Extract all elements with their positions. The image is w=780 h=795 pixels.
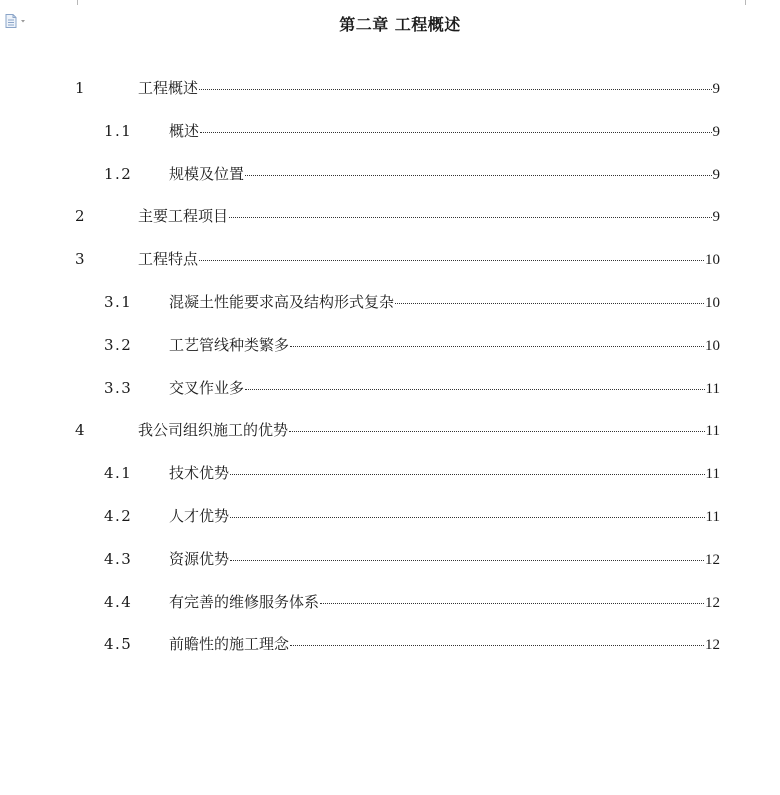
toc-entry-number: 2 [75,207,87,225]
toc-entry-title[interactable]: 工艺管线种类繁多 [169,336,290,354]
toc-dot-leader [200,132,711,133]
toc-entry-line [169,377,720,400]
toc-dot-leader [230,560,704,561]
toc-entry-title[interactable]: 工程概述 [138,79,199,97]
toc-entry-page-number: 12 [705,595,720,611]
toc-entry-page-number: 12 [705,552,720,568]
toc-entry-number: 1.1 [104,122,133,140]
toc-entry-line [169,291,720,314]
toc-entry-page-number: 11 [705,509,720,525]
toc-entry-number: 3.2 [104,336,133,354]
toc-dot-leader [230,474,705,475]
toc-dot-leader [395,303,704,304]
toc-entry-line [169,548,720,571]
toc-entry-title[interactable]: 人才优势 [169,507,230,525]
toc-entry-title[interactable]: 我公司组织施工的优势 [138,421,289,439]
toc-entry-line [138,205,720,228]
toc-entry-number: 1 [75,79,87,97]
toc-entry-page-number: 9 [712,167,720,183]
toc-entry-line [169,120,720,143]
toc-entry-page-number: 10 [705,295,720,311]
toc-entry-page-number: 11 [705,423,720,439]
toc-entry-line [169,462,720,485]
toc-entry-number: 4.2 [104,507,133,525]
toc-entry-number: 3.1 [104,293,133,311]
toc-entry-title[interactable]: 规模及位置 [169,165,245,183]
toc-entry-page-number: 9 [712,209,720,225]
toc-dot-leader [199,89,711,90]
toc-entry-number: 4.5 [104,635,133,653]
toc-dot-leader [289,431,705,432]
toc-entry-title[interactable]: 交叉作业多 [169,379,245,397]
toc-dot-leader [320,603,704,604]
toc-dot-leader [199,260,704,261]
toc-entry-page-number: 10 [705,338,720,354]
toc-entry-number: 4.3 [104,550,133,568]
toc-entry-title[interactable]: 有完善的维修服务体系 [169,593,320,611]
toc-entry-number: 4.4 [104,593,133,611]
toc-entry-line [169,334,720,357]
toc-entry-page-number: 12 [705,637,720,653]
toc-entry-page-number: 10 [705,252,720,268]
toc-dot-leader [290,346,704,347]
toc-entry-title[interactable]: 概述 [169,122,200,140]
toc-dot-leader [290,645,704,646]
toc-entry-title[interactable]: 技术优势 [169,464,230,482]
toc-entry-title[interactable]: 主要工程项目 [138,207,229,225]
toc-entry-number: 3 [75,250,87,268]
toc-entry-number: 4 [75,421,87,439]
toc-dot-leader [245,389,705,390]
toc-entry-number: 3.3 [104,379,133,397]
toc-entry-title[interactable]: 工程特点 [138,250,199,268]
toc-entry-line [169,633,720,656]
toc-entry-page-number: 11 [705,466,720,482]
toc-entry-title[interactable]: 混凝土性能要求高及结构形式复杂 [169,293,395,311]
toc-dot-leader [229,217,711,218]
toc-entry-line [138,419,720,442]
toc-entry-line [169,163,720,186]
toc-dot-leader [230,517,705,518]
toc-entry-page-number: 9 [712,124,720,140]
toc-entry-line [138,77,720,100]
toc-entry-number: 4.1 [104,464,133,482]
toc-entry-line [138,248,720,271]
toc-entry-page-number: 9 [712,81,720,97]
toc-entry-line [169,591,720,614]
toc-entry-line [169,505,720,528]
toc-entry-title[interactable]: 资源优势 [169,550,230,568]
toc-entry-title[interactable]: 前瞻性的施工理念 [169,635,290,653]
toc-dot-leader [245,175,711,176]
toc-entry-number: 1.2 [104,165,133,183]
page-title: 第二章 工程概述 [339,15,461,34]
toc-entry-page-number: 11 [705,381,720,397]
